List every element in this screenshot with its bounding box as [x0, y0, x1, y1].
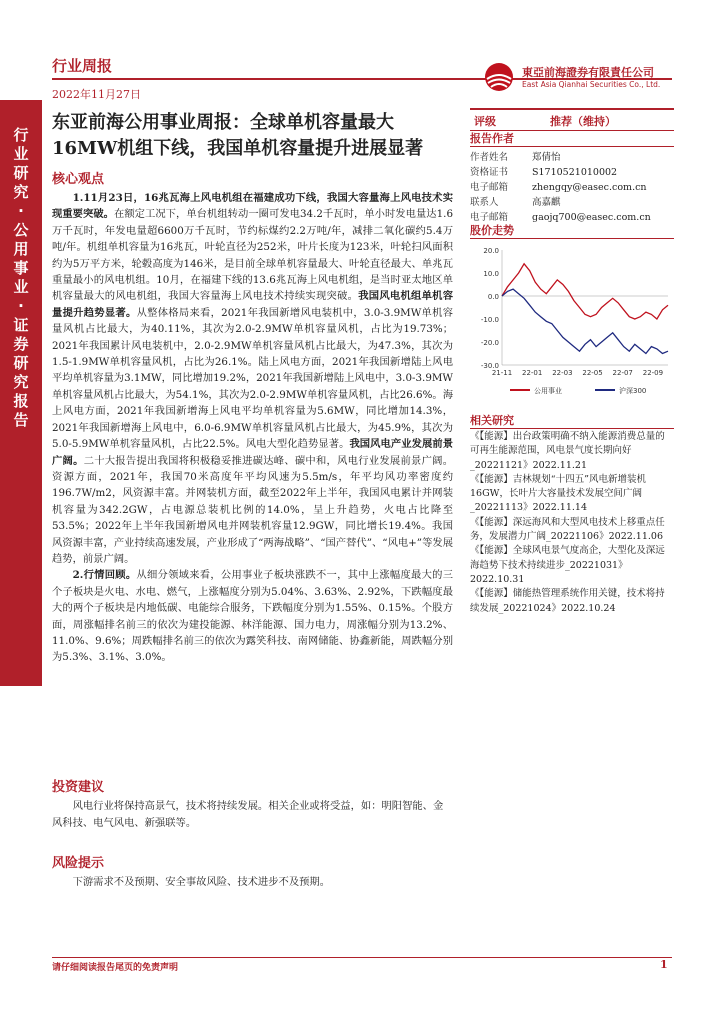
- author-row: 作者姓名 郑倩怡: [470, 152, 561, 163]
- research-item[interactable]: 《【能源】吉林规划“十四五”风电新增装机16GW，长叶片大容量技术发展空间广阔_20221113》2022.11.14: [470, 473, 646, 514]
- sidebar-band: [0, 100, 42, 686]
- rating-value: 推荐（维持）: [550, 115, 616, 128]
- x-tick-label: 22-01: [522, 369, 543, 377]
- rating-box: [470, 108, 674, 131]
- risk-body: [52, 874, 453, 891]
- chart-heading: 股价走势: [470, 224, 514, 237]
- legend-label: 沪深300: [619, 387, 647, 395]
- page-number: 1: [660, 958, 668, 971]
- p1-text3: 二十大报告提出我国将积极稳妥推进碳达峰、碳中和，风电行业发展前景广阔。资源方面，2021年，我国70米高度年平均风速为5.5m/s，年平均风功率密度约196.7W/m2，风资源丰富。并网装机方面，截至2022年上半年，我国风电累计并网装机容量为342.2GW，占电源总装机比例的14.0%，呈上升趋势，火电占比降至53.5%；2022年上半年我国新增风电并网装机容量12.9GW，同比增长19.4%。我国风资源丰富，产业持续高速发展，产业形成了“两海战略”、“国产替代”、“风电+”等发展趋势，前景广阔。: [52, 454, 454, 565]
- author-row: 电子邮箱 zhengqy@easec.com.cn: [470, 180, 674, 195]
- risk-heading: 风险提示: [52, 856, 105, 871]
- research-item[interactable]: 《【能源】储能热管理系统作用关键，技术将持续发展_20221024》2022.10.24: [470, 588, 665, 614]
- author-email[interactable]: zhengqy@easec.com.cn: [532, 182, 647, 193]
- price-chart: [470, 240, 674, 400]
- author-row: 资格证书 S1710521010002: [470, 167, 618, 178]
- p2-text: 从细分领域来看，公用事业子板块涨跌不一，其中上涨幅度最大的三个子板块是火电、水电、燃气，上涨幅度分别为5.04%、3.63%、2.92%，下跌幅度最大的两个子板块是内地低碳、电能综合服务，下跌幅度分别为1.55%、0.15%。个股方面，周涨幅排名前三的依次为建投能源、林洋能源、国力电力，周涨幅分别为13.2%、11.0%、9.6%；周跌幅排名前三的依次为露笑科技、南网储能、协鑫新能，周跌幅分别为5.3%、3.1%、3.0%。: [52, 569, 454, 664]
- research-divider: [470, 428, 674, 429]
- y-tick-label: -20.0: [480, 339, 499, 347]
- author-row: 联系人 高嘉麒: [470, 197, 561, 208]
- research-item[interactable]: 《【能源】深远海风和大型风电技术上移重点任务，发展潜力广阔_20221106》2022.11.06: [470, 516, 665, 543]
- y-tick-label: -30.0: [480, 362, 499, 370]
- x-tick-label: 22-03: [552, 369, 573, 377]
- report-type: 行业周报: [52, 57, 113, 75]
- series-line: [502, 289, 668, 353]
- authors-heading: 报告作者: [470, 132, 514, 145]
- x-tick-label: 22-05: [582, 369, 603, 377]
- y-tick-label: 0.0: [487, 293, 499, 301]
- footer-divider: [52, 957, 672, 958]
- x-tick-label: 22-07: [612, 369, 633, 377]
- logo-icon: [484, 62, 514, 92]
- research-item[interactable]: 《【能源】出台政策明确不纳入能源消费总量的可再生能源范围，风电景气度长期向好_20221121》2022.11.21: [470, 431, 665, 471]
- core-heading: 核心观点: [52, 172, 105, 187]
- core-paragraph-2: [52, 567, 453, 665]
- sidebar-text: 行业研究·公用事业·证券研究报告: [13, 126, 29, 429]
- report-title: 东亚前海公用事业周报：全球单机容量最大16MW机组下线，我国单机容量提升进展显著: [52, 112, 424, 159]
- p1-bold: 1.11月23日，16兆瓦海上风电机组在福建成功下线，我国大容量海上风电技术实现重要突破。: [52, 192, 453, 221]
- legend-label: 公用事业: [534, 387, 562, 395]
- invest-body: [52, 798, 453, 832]
- logo-cn: 東亞前海證券有限責任公司: [522, 66, 654, 79]
- chart-divider: [470, 238, 674, 239]
- invest-text: 风电行业将保持高景气，技术将持续发展。相关企业或将受益，如：明阳智能、金风科技、电气风电、新强联等。: [52, 800, 444, 829]
- y-tick-label: -10.0: [480, 316, 499, 324]
- report-date: 2022年11月27日: [52, 88, 141, 101]
- risk-text: 下游需求不及预期、安全事故风险、技术进步不及预期。: [72, 876, 331, 888]
- p2-bold: 2.行情回顾。: [72, 569, 137, 582]
- x-tick-label: 22-09: [642, 369, 664, 377]
- authors-info: [470, 150, 674, 225]
- logo-en: East Asia Qianhai Securities Co., Ltd.: [522, 80, 661, 89]
- rating-label: 评级: [474, 115, 496, 128]
- p1-text: 在额定工况下，单台机组转动一圈可发电34.2千瓦时，单小时发电量达1.6万千瓦时，年发电量超6600万千瓦时，节约标煤约2.2万吨/年，减排二氧化碳约5.4万吨/年。机组单机容量为16兆瓦，叶轮直径为252米，叶片长度为123米，叶轮扫风面积约为5万平方米，轮毂高度为146米，是目前全球单机容量最大、叶轮直径最大、单兆瓦重量最小的风电机组。10月，在福建下线的13.6兆瓦海上风电机组，是当时亚太地区单机容量最大的风电机组，我国大容量海上风电技术持续实现突破。: [52, 208, 453, 303]
- sidebar: [0, 0, 42, 1024]
- series-line: [502, 264, 668, 319]
- research-heading: 相关研究: [470, 414, 514, 427]
- contact-email[interactable]: gaojq700@easec.com.cn: [532, 212, 651, 223]
- research-list: [470, 430, 674, 616]
- p1-bold2: 我国风电机组单机容量提升趋势显著。: [52, 290, 454, 319]
- y-tick-label: 10.0: [483, 270, 499, 278]
- company-logo: [484, 60, 674, 96]
- core-paragraph-1: [52, 190, 453, 567]
- footer-disclaimer[interactable]: 请仔细阅读报告尾页的免责声明: [52, 963, 179, 973]
- author-row: 电子邮箱 gaojq700@easec.com.cn: [470, 210, 674, 225]
- core-body: [52, 190, 453, 666]
- y-tick-label: 20.0: [483, 247, 499, 255]
- p1-bold3: 我国风电产业发展前景广阔。: [52, 438, 453, 467]
- x-tick-label: 21-11: [491, 369, 513, 377]
- authors-divider: [470, 146, 674, 147]
- invest-heading: 投资建议: [52, 780, 105, 795]
- p1-text2: 从整体格局来看，2021年我国新增风电装机中，3.0-3.9MW单机容量风机占比最大，为40.11%，其次为2.0-2.9MW单机容量风机，占比为19.73%；2021年我国累计风电装机中，2.0-2.9MW单机容量风机占比最大，为47.3%，其次为1.5-1.9MW单机容量风机，占比为26.1%。陆上风电方面，2021年我国新增陆上风电平均单机容量为3.1MW，同比增加19.2%，2021年我国新增陆上风电中，3.0-3.9MW单机容量风机占比最大，为54.1%，其次为2.0-2.9MW单机容量风机，占比26.6%。海上风电方面，2021年我国新增海上风电平均单机容量为5.6MW，同比增加14.3%，2021年我国新增海上风电中，6.0-6.9MW单机容量风机占比最大，为45.9%，其次为5.0-5.9MW单机容量风机，占比22.5%。风电大型化趋势显著。: [52, 306, 453, 451]
- research-item[interactable]: 《【能源】全球风电景气度高企，大型化及深远海趋势下技术持续进步_20221031》2022.10.31: [470, 545, 665, 585]
